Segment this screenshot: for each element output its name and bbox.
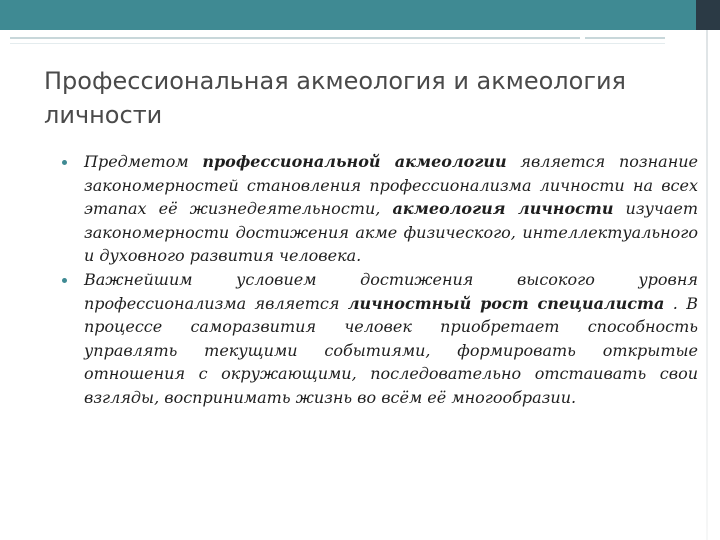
slide-title: Профессиональная акмеология и акмеология личности [44,67,626,129]
bullet-dot-icon [62,160,67,165]
bullet-emphasis: акмеология личности [392,199,614,219]
bullet-text: . В процессе саморазвития человек приобретает способность управлять текущими событиями, формировать открытые отношения с окружающими, последовательно отстаивать свои взгляды, воспринимать жизнь во всём её многообразии. [84,293,698,407]
bullet-item [62,150,698,268]
divider-line [585,37,665,39]
bullet-text: является познание закономерностей становления профессионализма личности на всех этапах её жизнедеятельности, [84,152,699,219]
bullet-text: Предметом [84,152,203,171]
bullet-emphasis: личностный рост специалиста [347,293,665,313]
bullet-emphasis: профессиональной акмеологии [202,152,507,171]
header-corner-block [696,0,720,30]
bullet-dot-icon [62,278,67,283]
bullet-text: изучает закономерности достижения акме физического, интеллектуального и духовного развития человека. [84,199,698,266]
bullet-text: Важнейшим условием достижения высокого уровня профессионализма является [84,269,698,313]
bullet-list [62,150,698,410]
page-edge-shadow [706,30,708,540]
divider-line [10,37,580,39]
header-bar [0,0,696,30]
divider-line [10,43,665,44]
bullet-item [62,268,698,410]
